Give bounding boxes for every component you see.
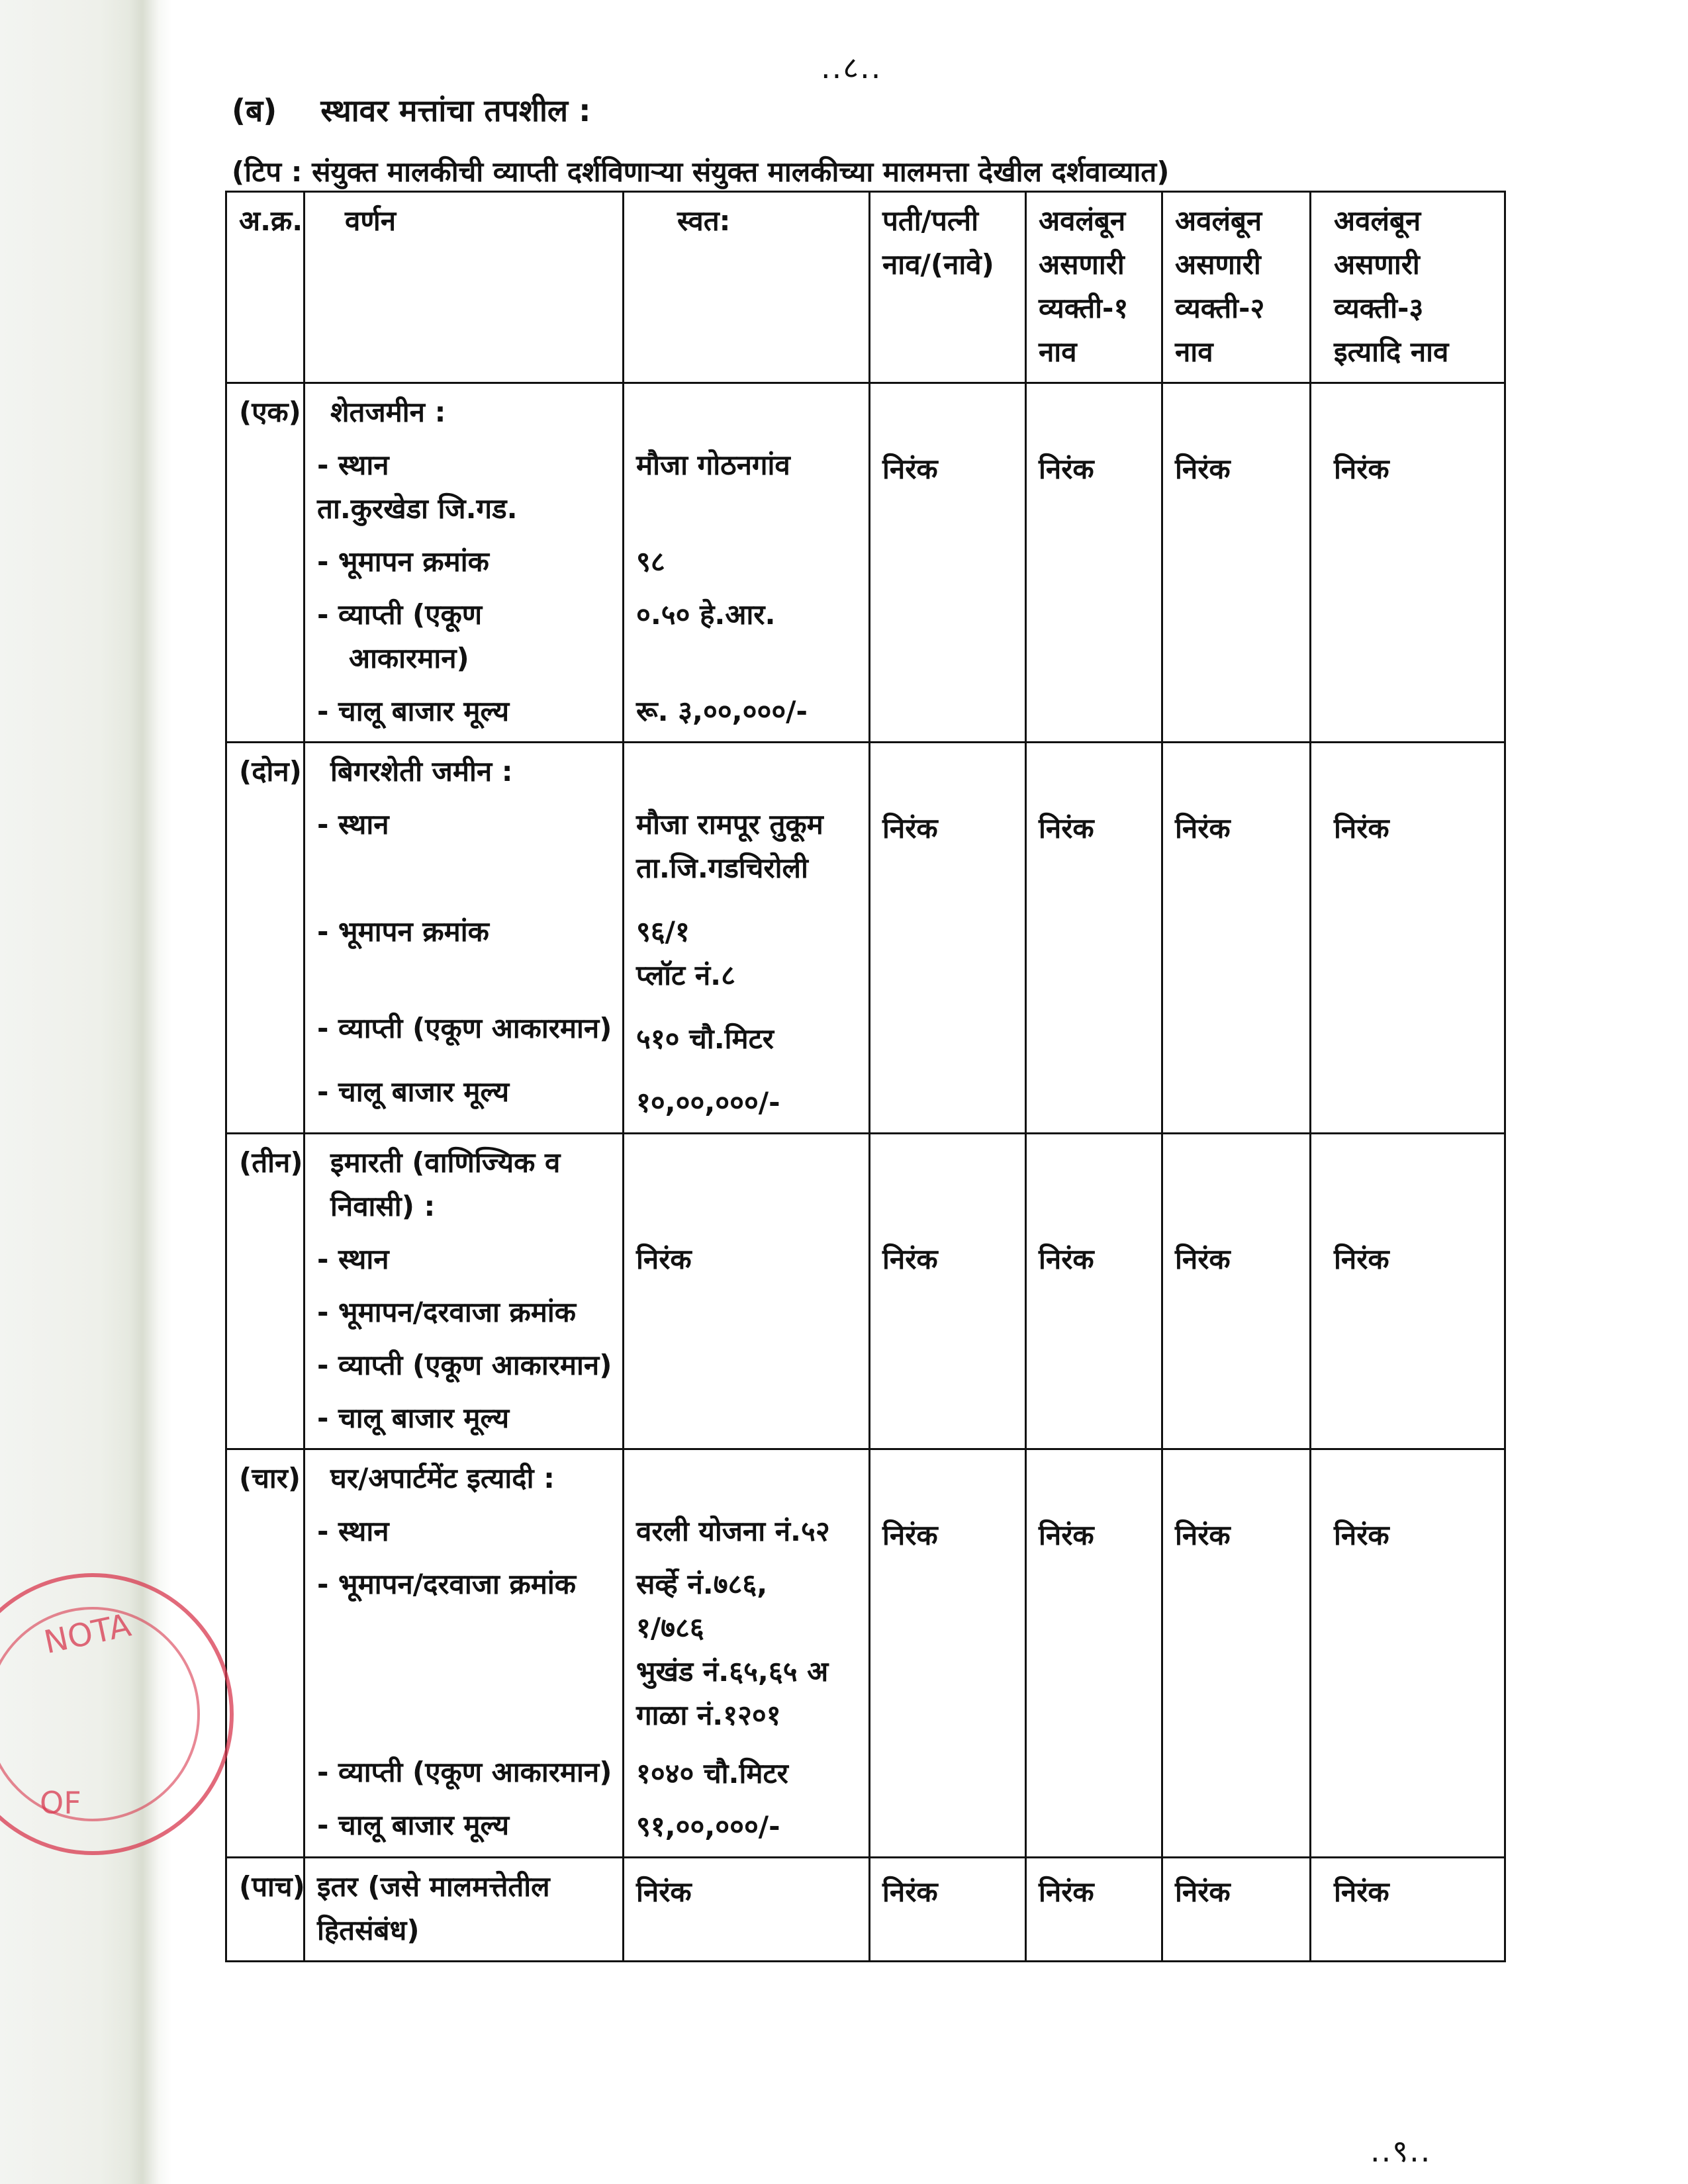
- row-self-value: निरंक: [624, 1858, 870, 1962]
- notary-stamp: [0, 1562, 245, 1866]
- row-dependent-1-value: निरंक: [1026, 1449, 1162, 1858]
- header-description: वर्णन: [305, 192, 624, 383]
- row-spouse-value: निरंक: [870, 1134, 1026, 1449]
- row-dependent-2-value: निरंक: [1162, 383, 1311, 743]
- row-dependent-2-value: निरंक: [1162, 1858, 1311, 1962]
- row-dependent-1-value: निरंक: [1026, 1858, 1162, 1962]
- page-number-top: ..८..: [821, 50, 882, 85]
- row-self-value: मौजा गोठनगांव ९८ ०.५० हे.आर. रू. ३,००,०००/-: [624, 383, 870, 743]
- row-dependent-3-value: निरंक: [1311, 1449, 1505, 1858]
- row-description: इतर (जसे मालमत्तेतील हितसंबंध): [305, 1858, 624, 1962]
- header-dependent-3: अवलंबून असणारी व्यक्ती-३ इत्यादि नाव: [1311, 192, 1505, 383]
- table-row-others: [226, 1858, 1505, 1962]
- row-dependent-1-value: निरंक: [1026, 383, 1162, 743]
- row-spouse-value: निरंक: [870, 743, 1026, 1134]
- row-dependent-1-value: निरंक: [1026, 1134, 1162, 1449]
- row-description: इमारती (वाणिज्यिक व निवासी) : - स्थान - भूमापन/दरवाजा क्रमांक - व्याप्ती (एकूण आकारमान) - चालू बाजार मूल्य: [305, 1134, 624, 1449]
- row-self-value: मौजा रामपूर तुकूम ता.जि.गडचिरोली ९६/१ प्लॉट नं.८ ५१० चौ.मिटर १०,००,०००/-: [624, 743, 870, 1134]
- row-number: (चार): [226, 1449, 305, 1858]
- row-dependent-3-value: निरंक: [1311, 383, 1505, 743]
- table-row-agricultural-land: [226, 383, 1505, 743]
- table-header-row: [226, 192, 1505, 383]
- row-description: बिगरशेती जमीन : - स्थान - भूमापन क्रमांक - व्याप्ती (एकूण आकारमान) - चालू बाजार मूल्य: [305, 743, 624, 1134]
- row-self-value: निरंक: [624, 1134, 870, 1449]
- row-spouse-value: निरंक: [870, 383, 1026, 743]
- section-heading: [232, 89, 591, 130]
- table-row-house-apartment: [226, 1449, 1505, 1858]
- section-note: (टिप : संयुक्त मालकीची व्याप्ती दर्शविणाऱ्या संयुक्त मालकीच्या मालमत्ता देखील दर्शवाव्यात): [232, 156, 1170, 188]
- header-dependent-1: अवलंबून असणारी व्यक्ती-१ नाव: [1026, 192, 1162, 383]
- header-sr: अ.क्र.: [226, 192, 305, 383]
- row-dependent-3-value: निरंक: [1311, 743, 1505, 1134]
- row-description: शेतजमीन : - स्थान ता.कुरखेडा जि.गड. - भूमापन क्रमांक - व्याप्ती (एकूण आकारमान) - चालू बाजार मूल्य: [305, 383, 624, 743]
- row-dependent-2-value: निरंक: [1162, 743, 1311, 1134]
- stamp-text-bottom: OF: [40, 1785, 81, 1821]
- page-number-bottom: ..९..: [1370, 2133, 1432, 2169]
- header-spouse: पती/पत्नी नाव/(नावे): [870, 192, 1026, 383]
- row-number: (पाच): [226, 1858, 305, 1962]
- table-row-buildings: [226, 1134, 1505, 1449]
- row-dependent-2-value: निरंक: [1162, 1449, 1311, 1858]
- stamp-text-top: NOTA: [40, 1606, 134, 1662]
- row-dependent-2-value: निरंक: [1162, 1134, 1311, 1449]
- row-dependent-1-value: निरंक: [1026, 743, 1162, 1134]
- header-dependent-2: अवलंबून असणारी व्यक्ती-२ नाव: [1162, 192, 1311, 383]
- row-spouse-value: निरंक: [870, 1858, 1026, 1962]
- row-number: (दोन): [226, 743, 305, 1134]
- section-title: स्थावर मत्तांचा तपशील :: [320, 93, 591, 128]
- row-dependent-3-value: निरंक: [1311, 1858, 1505, 1962]
- row-number: (तीन): [226, 1134, 305, 1449]
- table-row-non-agricultural-land: [226, 743, 1505, 1134]
- header-self: स्वत:: [624, 192, 870, 383]
- section-index: (ब): [232, 93, 277, 128]
- row-number: (एक): [226, 383, 305, 743]
- row-description: घर/अपार्टमेंट इत्यादी : - स्थान - भूमापन/दरवाजा क्रमांक - व्याप्ती (एकूण आकारमान) - चालू बाजार मूल्य: [305, 1449, 624, 1858]
- row-dependent-3-value: निरंक: [1311, 1134, 1505, 1449]
- immovable-assets-table: [225, 191, 1506, 1962]
- row-self-value: वरली योजना नं.५२ सर्व्हे नं.७८६, १/७८६ भुखंड नं.६५,६५ अ गाळा नं.१२०१ १०४० चौ.मिटर ९१,००,०००/-: [624, 1449, 870, 1858]
- row-spouse-value: निरंक: [870, 1449, 1026, 1858]
